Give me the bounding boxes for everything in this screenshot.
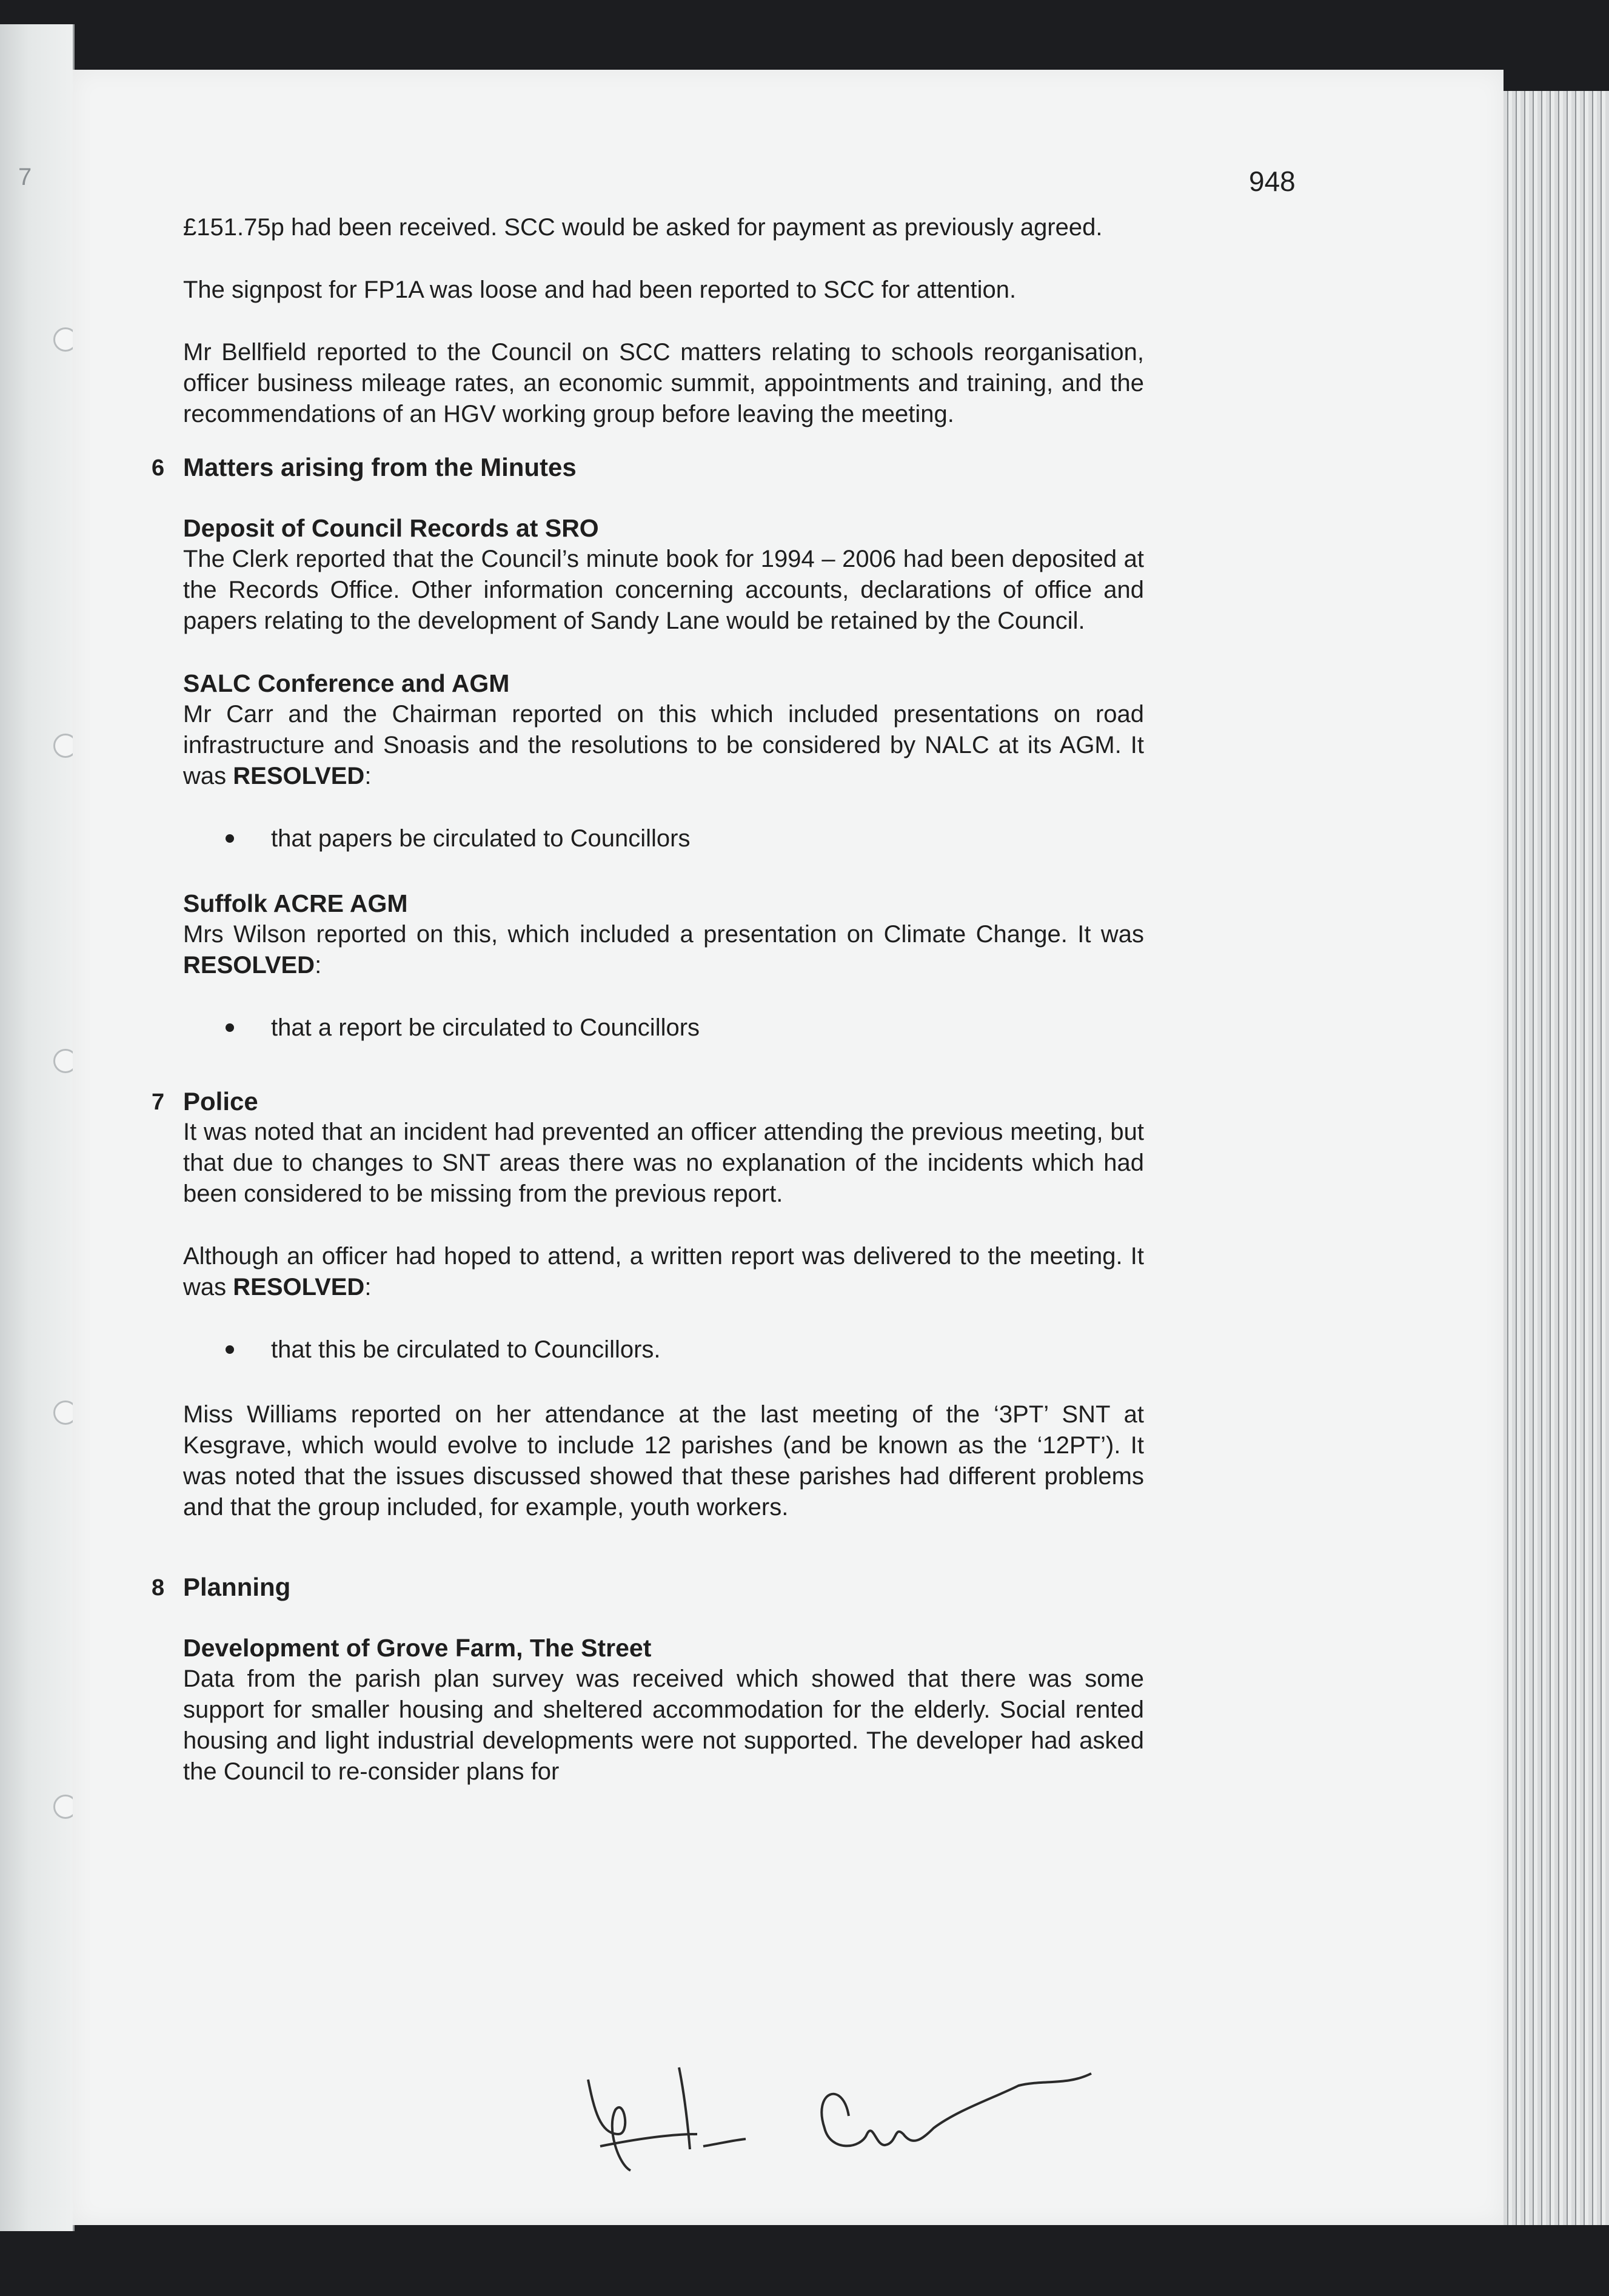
paragraph: It was noted that an incident had prevented an officer attending the previous meeting, but that due to changes to SNT areas there was no explanation of the incidents which had been considered to be missing from the previous report. [183, 1119, 1144, 1207]
bullet-icon [226, 1345, 234, 1354]
section-title: Police [183, 1087, 258, 1116]
subheading: Suffolk ACRE AGM [183, 889, 408, 917]
section-matters-arising [152, 452, 1144, 483]
paragraph: Miss Williams reported on her attendance at the last meeting of the ‘3PT’ SNT at Kesgrave, which would evolve to include 12 parishes (and be known as the ‘12PT’). It was noted that the issues discussed showed that these parishes had different problems and that the group included, for example, youth workers. [183, 1401, 1144, 1521]
bullet-icon [226, 1023, 234, 1032]
paragraph: Mr Bellfield reported to the Council on SCC matters relating to schools reorganisation, officer business mileage rates, an economic summit, appointments and training, and the recommendations of an HGV working group before leaving the meeting. [183, 339, 1144, 427]
paragraph: The Clerk reported that the Council’s minute book for 1994 – 2006 had been deposited at the Records Office. Other information concerning accounts, declarations of office and papers relating to the development of Sandy Lane would be retained by the Council. [183, 546, 1144, 634]
resolved-label: RESOLVED [233, 763, 365, 789]
section-planning [152, 1571, 1144, 1602]
subheading: SALC Conference and AGM [183, 669, 510, 697]
facing-page-edge: 7 [0, 24, 75, 2231]
resolved-label: RESOLVED [233, 1274, 365, 1300]
section-number: 8 [152, 1575, 165, 1601]
paragraph: The signpost for FP1A was loose and had been reported to SCC for attention. [183, 276, 1017, 303]
resolved-label: RESOLVED [183, 952, 315, 979]
section-title: Matters arising from the Minutes [183, 453, 577, 481]
bullet-item: that a report be circulated to Councillors [183, 1012, 1144, 1043]
bullet-icon [226, 834, 234, 843]
bullet-item: that this be circulated to Councillors. [183, 1334, 1144, 1365]
paragraph: £151.75p had been received. SCC would be asked for payment as previously agreed. [183, 214, 1103, 241]
subheading: Development of Grove Farm, The Street [183, 1634, 652, 1662]
paragraph: Mrs Wilson reported on this, which included a presentation on Climate Change. It was RESOLVED: [183, 921, 1144, 979]
section-number: 6 [152, 455, 165, 481]
page-stack-edge [1504, 91, 1609, 2225]
page-number: 948 [1249, 166, 1296, 197]
minutes-body [152, 212, 1144, 1787]
subheading: Deposit of Council Records at SRO [183, 514, 599, 542]
bullet-item: that papers be circulated to Councillors [183, 823, 1144, 854]
section-police [152, 1086, 1144, 1117]
section-title: Planning [183, 1573, 291, 1601]
signature-image [582, 2043, 1128, 2177]
section-number: 7 [152, 1089, 165, 1115]
paragraph: Data from the parish plan survey was received which showed that there was some support for smaller housing and sheltered accommodation for the elderly. Social rented housing and light industrial developments were not supported. The developer had asked the Council to re-consider plans for [183, 1665, 1144, 1785]
paragraph: Although an officer had hoped to attend, a written report was delivered to the meeting. It was RESOLVED: [183, 1243, 1144, 1300]
paragraph: Mr Carr and the Chairman reported on this which included presentations on road infrastructure and Snoasis and the resolutions to be considered by NALC at its AGM. It was RESOLVED: [183, 701, 1144, 789]
